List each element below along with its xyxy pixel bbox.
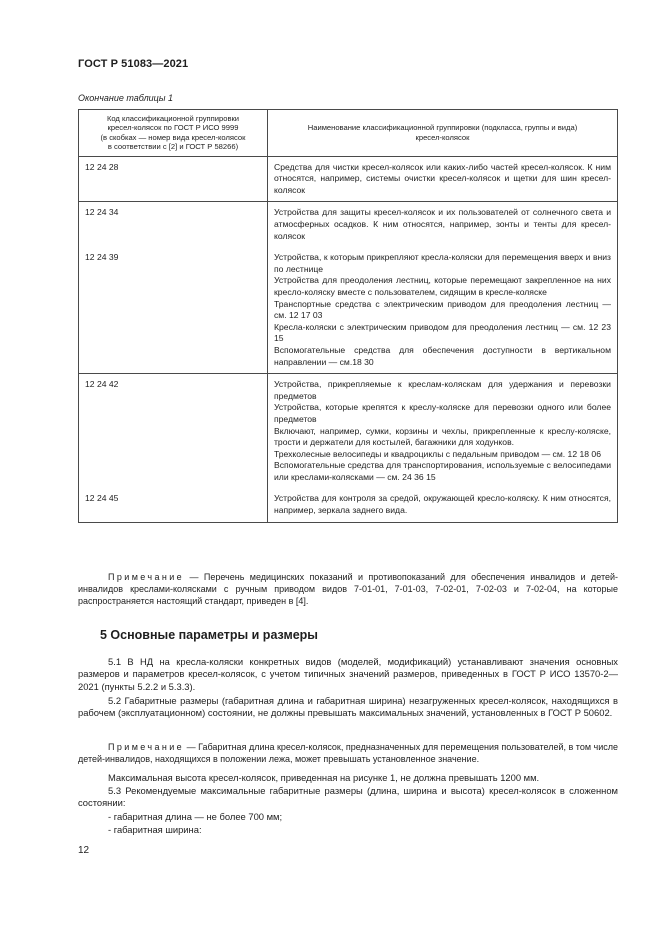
row-code: 12 24 39 [79,247,268,373]
paragraph-max-height: Максимальная высота кресел-колясок, приведенная на рисунке 1, не должна превышать 1200 мм. [108,772,540,783]
list-item: - габаритная ширина: [108,824,202,835]
description-line: Устройства, прикрепляемые к креслам-коляскам для удержания и перевозки предметов [274,379,611,401]
document-header: ГОСТ Р 51083—2021 [78,58,189,70]
table-row [79,156,618,202]
row-code: 12 24 34 [79,202,268,247]
description-line: Устройства для контроля за средой, окружающей кресло-коляску. К ним относятся, например, зеркала заднего вида. [274,493,611,516]
header-line: в соответствии с [2] и ГОСТ Р 58266) [107,142,239,152]
header-line: кресел-колясок по ГОСТ Р ИСО 9999 [107,123,239,133]
header-line: Наименование классификационной группировки (подкласса, группы и вида) [307,123,578,133]
table-header-row [79,110,618,157]
description-line: Вспомогательные средства для обеспечения доступности в вертикальном направлении — см.18 30 [274,344,611,367]
description-line: Устройства, которые крепятся к креслу-коляске для перевозки одного или более предметов [274,402,611,424]
table-row [79,202,618,247]
description-line: Устройства для преодоления лестниц, которые перемещают закрепленное на них кресло-коляску вместе с пользователем, сидящим в кресле-коляске [274,275,611,297]
description-line: Включают, например, сумки, корзины и чехлы, прикрепленные к креслу-коляске, трости и держатели для костылей, багажники для ходунков. [274,425,611,448]
section-note [78,741,618,765]
classification-table [78,109,618,523]
section-title: 5 Основные параметры и размеры [100,628,318,642]
header-line: (в скобках — номер вида кресел-колясок [100,132,246,142]
note-text: — Габаритная длина кресел-колясок, предназначенных для перемещения пользователей, в том числе детей-инвалидов, находящихся в положении лежа, может превышать установленное значение. [78,742,618,764]
description-line: Средства для чистки кресел-колясок или каких-либо частей кресел-колясок. К ним относятся, например, системы очистки кресел-колясок и щетки для шин кресел-колясок [274,161,611,195]
description-line: Устройства для защиты кресел-колясок и их пользователей от солнечного света и атмосферных осадков. К ним относятся, например, зонты и тенты для кресел-колясок [274,207,611,241]
header-line: кресел-колясок [415,132,470,142]
table-row [79,374,618,489]
paragraph-5-2: 5.2 Габаритные размеры (габаритная длина и габаритная ширина) незагруженных кресел-колясок, находящихся в рабочем (эксплуатационном) состоянии, не должны превышать максимальных значений, установленных в ГОСТ Р 50602. [78,695,618,719]
row-code: 12 24 42 [79,374,268,489]
row-description [268,156,618,202]
list-item: - габаритная длина — не более 700 мм; [108,811,283,822]
description-line: Кресла-коляски с электрическим приводом для преодоления лестниц — см. 12 23 15 [274,321,611,344]
note-text: — Перечень медицинских показаний и противопоказаний для обеспечения инвалидов и детей-инвалидов креслами-колясками с ручным приводом видов 7-01-01, 7-01-03, 7-02-01, 7-02-03 и 7-02-04, на которые распространяется настоящий стандарт, приведен в [4]. [78,572,618,606]
column-header-code [79,110,268,157]
row-description [268,488,618,522]
row-code: 12 24 28 [79,156,268,202]
description-line: Вспомогательные средства для транспортирования, используемые с велосипедами или креслами-колясками — см. 24 36 15 [274,460,611,482]
paragraph-5-1: 5.1 В НД на кресла-коляски конкретных видов (моделей, модификаций) устанавливают значения основных размеров и параметров кресел-колясок, с учетом типичных значений размеров, приведенных в ГОСТ Р ИСО 13570-2—2021 (пункты 5.2.2 и 5.3.3). [78,656,618,692]
table-caption: Окончание таблицы 1 [78,93,173,103]
table-row [79,247,618,373]
description-line: Устройства, к которым прикрепляют кресла-коляски для перемещения вверх и вниз по лестнице [274,252,611,274]
page-number: 12 [78,845,90,856]
table-note [78,571,618,607]
row-description [268,247,618,373]
paragraph-5-3: 5.3 Рекомендуемые максимальные габаритные размеры (длина, ширина и высота) кресел-колясок в сложенном состоянии: [78,785,618,809]
column-header-name [268,110,618,157]
row-code: 12 24 45 [79,488,268,522]
header-line: Код классификационной группировки [106,114,240,123]
description-line: Транспортные средства с электрическим приводом для преодоления лестниц — см. 12 17 03 [274,298,611,321]
row-description [268,374,618,489]
table-row [79,488,618,522]
row-description [268,202,618,247]
note-label: Примечание [108,742,185,752]
description-line: Трехколесные велосипеды и квадроциклы с педальным приводом — см. 12 18 06 [274,448,601,459]
note-label: Примечание [108,572,185,582]
